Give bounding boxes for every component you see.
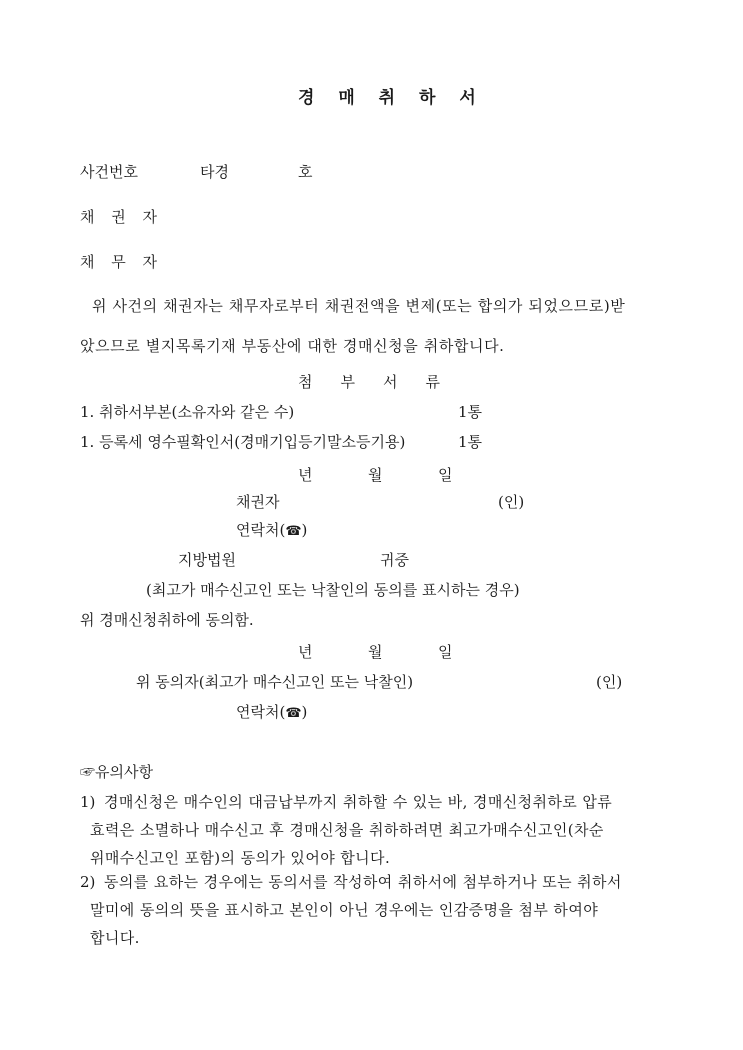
attachment-item-2-count: 1통 [458, 433, 483, 451]
consenter-label: 위 동의자(최고가 매수신고인 또는 낙찰인) [136, 673, 414, 691]
date-month: 월 [368, 466, 383, 484]
case-court-prefix: 타경 [200, 163, 229, 181]
note-2-line-1: 동의를 요하는 경우에는 동의서를 작성하여 취하서에 첨부하거나 또는 취하서 [104, 873, 622, 891]
contact-close: ) [301, 521, 308, 539]
consent-date-month: 월 [368, 643, 383, 661]
case-suffix: 호 [298, 163, 313, 181]
attachment-item-2: 1. 등록세 영수필확인서(경매기입등기말소등기용) [80, 433, 406, 451]
attachments-heading: 첨부서류 [298, 373, 468, 391]
body-line-2: 았으므로 별지목록기재 부동산에 대한 경매신청을 취하합니다. [80, 337, 505, 355]
consent-date-day: 일 [438, 643, 453, 661]
consenter-seal: (인) [596, 673, 623, 691]
note-1-line-2: 효력은 소멸하나 매수신고 후 경매신청을 취하하려면 최고가매수신고인(차순 [90, 821, 604, 839]
document-title: 경 매 취 하 서 [298, 88, 485, 108]
court-name: 지방법원 [178, 551, 236, 569]
court-honorific: 귀중 [380, 551, 409, 569]
signer-contact [236, 520, 307, 542]
body-line-1: 위 사건의 채권자는 채무자로부터 채권전액을 변제(또는 합의가 되었으므로)받 [92, 297, 626, 315]
note-2-line-3: 합니다. [90, 929, 140, 947]
phone-icon: ☎ [285, 706, 302, 721]
note-2-line-2: 말미에 동의의 뜻을 표시하고 본인이 아닌 경우에는 인감증명을 첨부 하여야 [90, 901, 599, 919]
attachment-item-1: 1. 취하서부본(소유자와 같은 수) [80, 403, 295, 421]
date-year: 년 [298, 466, 313, 484]
consent-note: (최고가 매수신고인 또는 낙찰인의 동의를 표시하는 경우) [146, 581, 520, 599]
consent-contact-close: ) [301, 703, 308, 721]
consent-contact-label: 연락처( [236, 703, 286, 721]
creditor-label: 채 권 자 [80, 208, 164, 226]
note-1-line-1: 경매신청은 매수인의 대금납부까지 취하할 수 있는 바, 경매신청취하로 압류 [104, 793, 613, 811]
note-1-number: 1) [80, 793, 96, 811]
signer-creditor: 채권자 [236, 493, 280, 511]
attachment-item-1-count: 1통 [458, 403, 483, 421]
case-number-label: 사건번호 [80, 163, 138, 181]
note-1-line-3: 위매수신고인 포함)의 동의가 있어야 합니다. [90, 849, 391, 867]
contact-label: 연락처( [236, 521, 286, 539]
notes-heading: ☞유의사항 [80, 763, 153, 781]
note-2-number: 2) [80, 873, 96, 891]
consent-statement: 위 경매신청취하에 동의함. [80, 611, 254, 629]
date-day: 일 [438, 466, 453, 484]
consent-date-year: 년 [298, 643, 313, 661]
signer-seal: (인) [498, 493, 525, 511]
phone-icon: ☎ [285, 524, 302, 539]
consenter-contact [236, 702, 307, 724]
debtor-label: 채 무 자 [80, 253, 164, 271]
